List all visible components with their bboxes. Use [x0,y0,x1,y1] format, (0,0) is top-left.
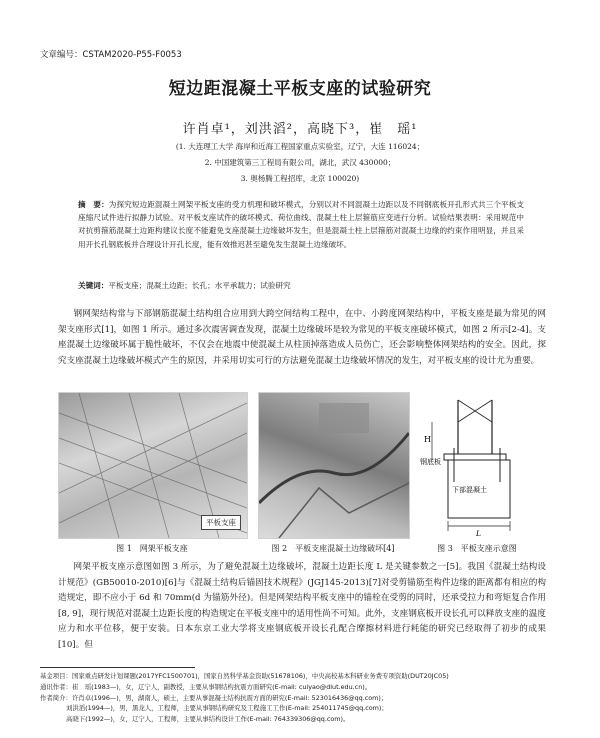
concrete-damage-photo [259,393,409,538]
footnote-funding: 基金项目：国家重点研发计划课题(2017YFC1500701)，国家自然科学基金资助(51678106)，中央高校基本科研业务费专项资助(DUT20JC05) [40,672,449,680]
article-number: 文章编号：CSTAM2020-P55-F0053 [40,50,182,60]
label-steel-plate: 钢底板 [420,458,441,466]
support-schematic [418,392,536,537]
footnotes [40,671,560,725]
footnote-author-1: 作者简介：许肖卓(1996—)，男，湖南人，硕士，主要从事混凝土结构抗震方面的研究(E-mail: 523016436@qq.com)； [40,693,388,702]
paper-title: 短边距混凝土平板支座的试验研究 [168,79,432,99]
figure-3-caption: 图 3 平板支座示意图 [437,544,517,553]
figure-3-diagram [418,392,536,537]
footnote-author-2: 刘洪滔(1994—)，男，黑龙人，工程师，主要从事钢结构研究及工程施工工作(E-mail: 254011745@qq.com)； [66,704,388,713]
keywords-text: 平板支座；混凝土边距；长孔；水平承载力；试验研究 [108,281,291,290]
keywords [78,280,524,291]
abstract [78,198,524,251]
footnote-rule [40,667,195,668]
figure-2-photo [258,392,410,539]
affiliation-1: (1. 大连理工大学 海岸和近海工程国家重点实验室，辽宁，大连 116024； [175,142,425,151]
figure-1-tag: 平板支座 [201,515,241,530]
figure-1-caption: 图 1 网架平板支座 [116,544,188,553]
abstract-text: 为探究短边距混凝土网架平板支座的受力机理和破坏模式，分别以对不同混凝土边距以及不同钢底板开孔形式共三个平板支座缩尺试件进行拟静力试验。对平板支座试件的破坏模式、荷位曲线、混凝土柱上层箍筋应变进行分析。试验结果表明：采用规范中对抗剪箍筋混凝土边距构建议长度不能避免支座混凝土边缘破坏发生，但是混凝土柱上层箍筋对混凝土边缘的约束作用明显，并且采用开长孔钢底板并合理设计开孔长度，能有效推迟甚至避免发生混凝土边缘破坏。 [78,200,524,249]
authors-line: 许肖卓¹，刘洪滔²，高晓下³，崔 瑶¹ [182,122,418,137]
footnote-corresponding: 通讯作者：崔 瑶(1983—)，女，辽宁人，副教授，主要从事钢结构抗震方面研究(E-mail: cuiyao@dlut.edu.cn)。 [40,682,372,691]
figure-2-caption: 图 2 平板支座混凝土边缘破坏[4] [271,544,395,553]
affiliation-2: 2. 中国建筑第三工程局有限公司，湖北，武汉 430000； [204,158,396,167]
affiliation-3: 3. 奥杨腾工程招库，北京 100020) [240,174,360,183]
intro-paragraph: 钢网架结构常与下部钢筋混凝土结构组合应用到大跨空间结构工程中，在中、小跨度网架结构中，平板支座是最为常见的网架支座形式[1]，如图 1 所示。通过多次震害调查发现，混凝土边缘破坏是较为常见的平板支座破坏模式，如图 2 所示[2-4]。支座混凝土边缘破坏属于脆性破坏，不仅会在地震中使混凝土从柱顶掉落造成人员伤亡，还会影响整体网架结构的安全。因此，探究支座混凝土边缘破坏模式产生的原因，并采用切实可行的方法避免混凝土边缘破坏情况的发生，对平板支座的设计尤为重要。 [58,309,546,366]
label-h: H [424,435,431,444]
label-l: L [476,529,481,537]
label-concrete: 下部混凝土 [452,486,487,494]
abstract-label: 摘 要： [78,200,109,209]
figure-1-photo [58,392,248,539]
footnote-author-3: 高晓下(1992—)，女，辽宁人，工程师，主要从事结构设计工作(E-mail: 764339306@qq.com)。 [66,715,350,724]
body-paragraph: 网架平板支座示意图如图 3 所示，为了避免混凝土边缘破坏，混凝土边距长度 L 是关键参数之一[5]。我国《混凝土结构设计规范》(GB50010-2010)[6]与《混凝土结构后锚固技术规程》(JGJ145-2013)[7]对受剪锚筋至构件边缘的距离都有相应的构造规定，即不应小于 6d 和 70mm(d 为锚筋外径)。但是网架结构平板支座中的锚栓在受剪的同时，还承受拉力和弯矩复合作用[8, 9]，现行规范对混凝土边距长度的构造规定在平板支座中的适用性尚不可知。此外，支座钢底板开设长孔可以释放支座的温度应力和水平位移，便于安装。日本东京工业大学将支座钢底板开设长孔配合摩擦材料进行耗能的研究已经取得了初步的成果[10]。但 [58,562,546,650]
keywords-label: 关键词： [78,281,109,290]
